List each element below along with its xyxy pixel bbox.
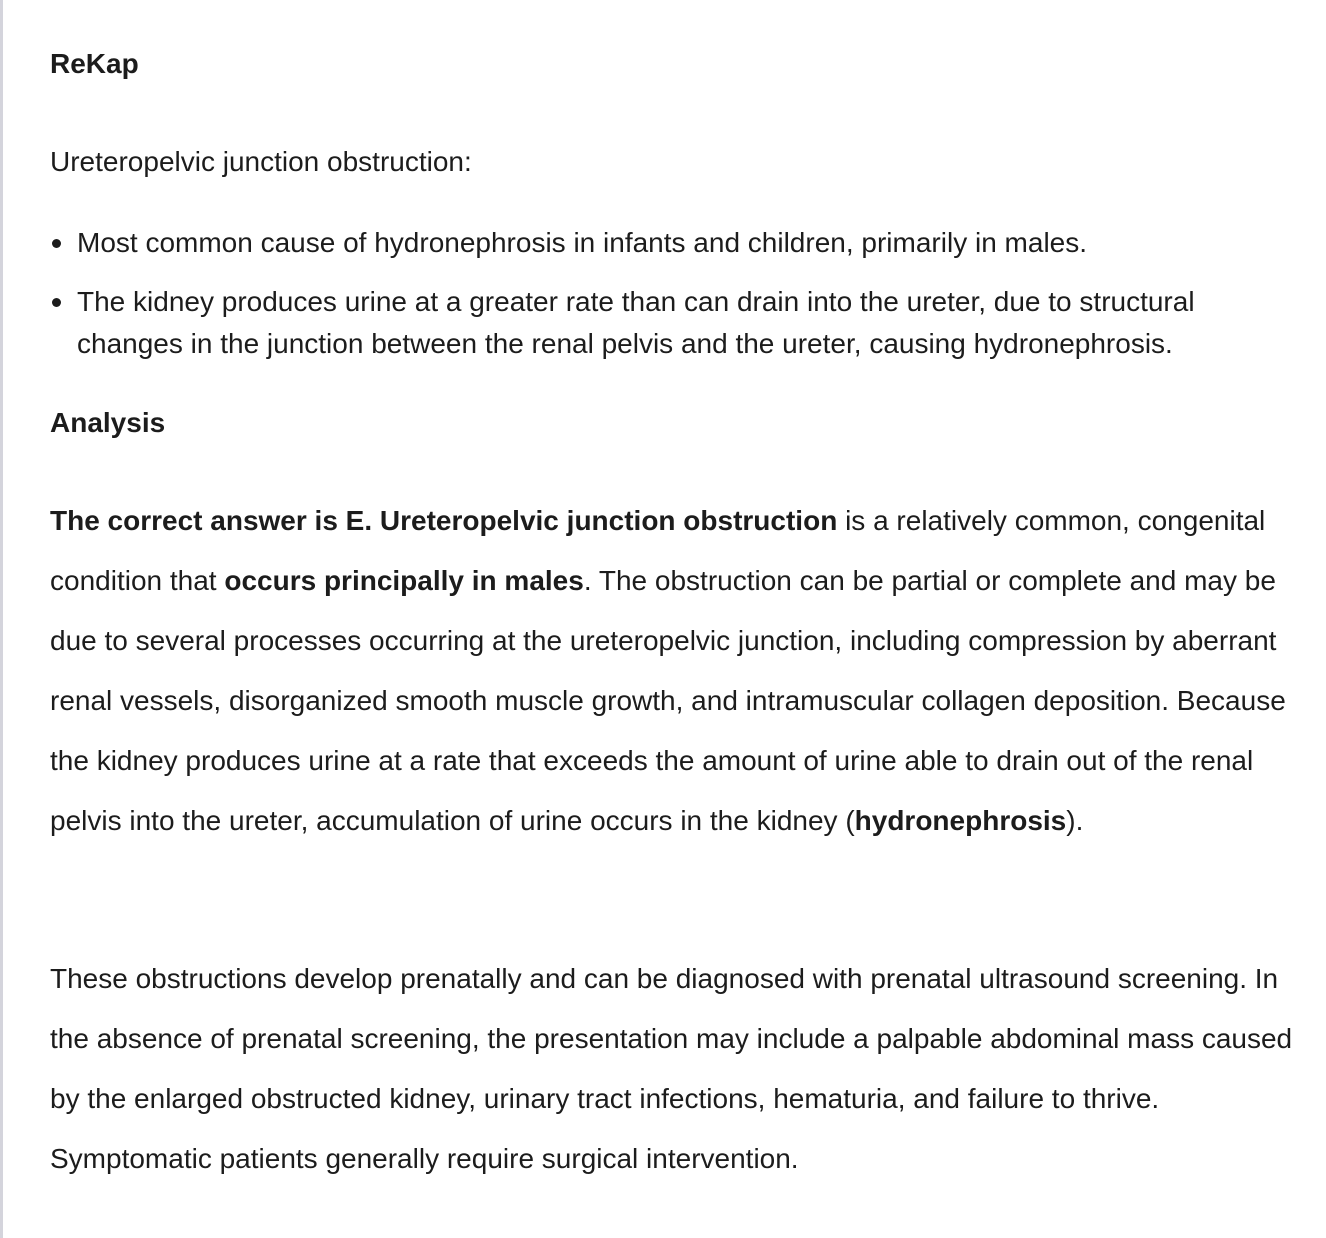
bullet-icon [52,239,61,248]
hydronephrosis-emphasis: hydronephrosis [854,805,1067,836]
analysis-text: is a relatively common, congenital condition that [50,505,1266,596]
analysis-paragraph-2: These obstructions develop prenatally and can be diagnosed with prenatal ultrasound screening. In the absence of prenatal screening, the presentation may include a palpable abdominal mass caused by the enlarged obstructed kidney, urinary tract infections, hematuria, and failure to thrive. Symptomatic patients generally require surgical intervention. [50,963,1293,1174]
analysis-text: ). [1066,805,1084,836]
rekap-bullet-text: The kidney produces urine at a greater rate than can drain into the ureter, due to structural changes in the junction between the renal pelvis and the ureter, causing hydronephrosis. [77,286,1195,359]
left-border [0,0,3,1238]
rekap-bullet-list [50,222,1290,382]
males-emphasis: occurs principally in males [224,565,584,596]
bullet-icon [52,298,61,307]
rekap-heading: ReKap [50,48,139,79]
analysis-text: . The obstruction can be partial or complete and may be due to several processes occurring at the ureteropelvic junction, including compression by aberrant renal vessels, disorganized smooth muscle growth, and intramuscular collagen deposition. Because the kidney produces urine at a rate that exceeds the amount of urine able to drain out of the renal pelvis into the ureter, accumulation of urine occurs in the kidney ( [50,565,1286,836]
analysis-heading: Analysis [50,407,166,438]
rekap-bullet-item [50,222,1290,264]
rekap-bullet-item [50,281,1290,365]
rekap-intro: Ureteropelvic junction obstruction: [50,146,472,177]
rekap-bullet-text: Most common cause of hydronephrosis in infants and children, primarily in males. [77,227,1088,258]
correct-answer-statement: The correct answer is E. Ureteropelvic junction obstruction [50,505,838,536]
analysis-paragraph-1 [50,491,1306,851]
